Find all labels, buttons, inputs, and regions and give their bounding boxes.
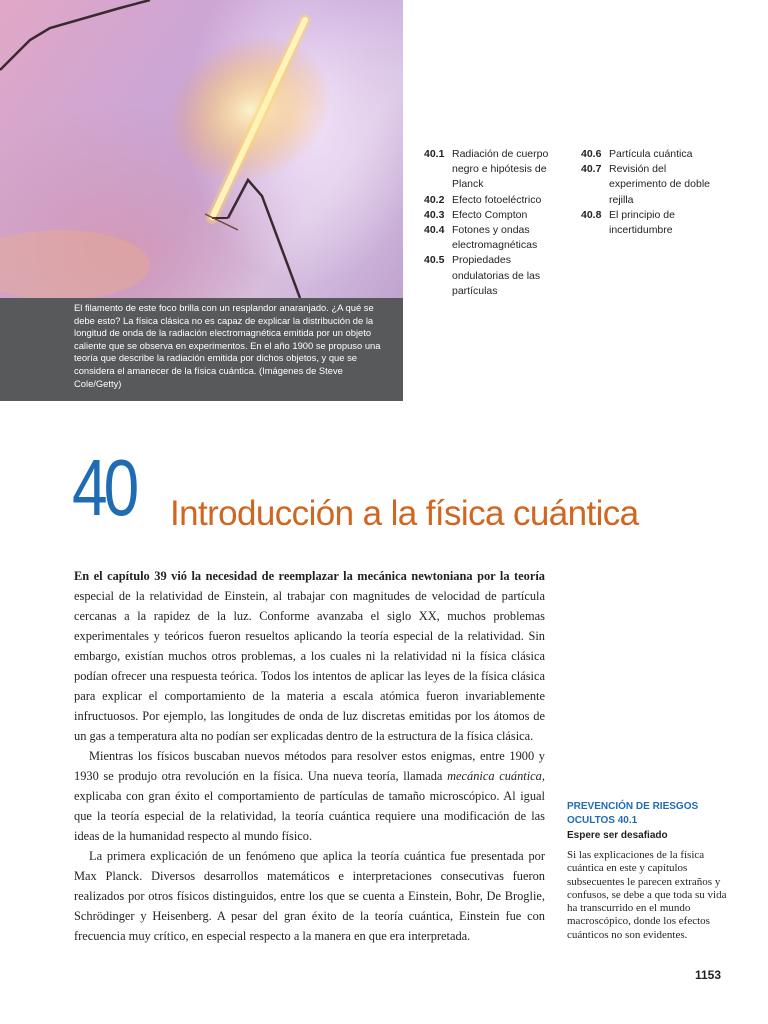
toc-title: Radiación de cuerpo negro e hipótesis de Planck <box>452 148 549 191</box>
toc-number: 40.1 <box>424 148 445 160</box>
intro-paragraph-2-text-b: , explicaba con gran éxito el comportamiento de partículas de tamaño microscópico. Al igual que la teoría especial de la relatividad, la teoría cuántica requiere una modificación de las ideas de la humanidad respecto al mundo físico. <box>74 769 545 843</box>
toc-item-40-3 <box>424 208 558 223</box>
toc-number: 40.6 <box>581 148 602 160</box>
toc-title: Propiedades ondulatorias de las partículas <box>452 254 541 297</box>
toc-item-40-6 <box>581 147 726 162</box>
toc-number: 40.3 <box>424 208 445 221</box>
toc-number: 40.4 <box>424 224 445 237</box>
toc-item-40-4 <box>424 223 558 253</box>
intro-paragraph-1 <box>74 566 545 746</box>
toc-title: El principio de incertidumbre <box>609 208 675 237</box>
toc-item-40-2 <box>424 193 558 208</box>
toc-title: Fotones y ondas electromagnéticas <box>452 224 538 252</box>
intro-paragraph-2 <box>74 746 545 846</box>
photo-caption-text: El filamento de este foco brilla con un resplandor anaranjado. ¿A qué se debe esto? La física clásica no es capaz de explicar la distribución de la longitud de onda de la radiación electromagnética emitida por un objeto caliente que se observa en experimentos. En el año 1900 se propuso una teoría que describe la radiación emitida por dichos objetos, y que se considera el amanecer de la física cuántica. (Imágenes de Steve Cole/Getty) <box>74 302 381 389</box>
intro-paragraph-2-text-a: Mientras los físicos buscaban nuevos métodos para resolver estos enigmas, entre 1900 y 1930 se produjo otra revolución en la física. Una nueva teoría, llamada <box>74 749 545 783</box>
pitfall-text: Si las explicaciones de la física cuántica en este y capítulos subsecuentes le parecen extraños y confusos, se debe a que toda su vida ha transcurrido en el mundo macroscópico, donde los efectos cuánticos no son evidentes. <box>567 849 727 941</box>
toc-item-40-7 <box>581 162 726 208</box>
intro-paragraph-3: La primera explicación de un fenómeno que aplica la teoría cuántica fue presentada por Max Planck. Diversos desarrollos matemáticos e interpretaciones consecutivas fueron realizados por otros físicos distinguidos, entre los que se cuenta a Einstein, Bohr, De Broglie, Schrödinger y Heisenberg. A pesar del gran éxito de la teoría cuántica, Einstein fue con frecuencia muy crítico, en especial respecto a la manera en que era interpretada. <box>74 849 545 943</box>
chapter-intro-text <box>74 566 545 946</box>
chapter-title: Introducción a la física cuántica <box>170 494 639 533</box>
toc-title: Efecto Compton <box>452 208 528 221</box>
intro-paragraph-1-text: especial de la relatividad de Einstein, al trabajar con magnitudes de velocidad de partícula cercanas a la rapidez de la luz. Conforme avanzaba el siglo XX, muchos problemas experimentales y teóricos fueron resueltos aplicando la teoría especial de la relatividad. Sin embargo, existían muchos otros problemas, a los cuales ni la relatividad ni la física clásica podían ofrecer una respuesta teórica. Todos los intentos de aplicar las leyes de la física clásica para explicar el comportamiento de la materia a escala atómica fueron invariablemente infructuosos. Por ejemplo, las longitudes de onda de luz discretas emitidas por los átomos de un gas a temperatura alta no podían ser explicadas dentro de la estructura de la física clásica. <box>74 589 545 743</box>
toc-title: Partícula cuántica <box>609 148 693 160</box>
toc-title: Revisión del experimento de doble rejilla <box>609 163 710 206</box>
photo-caption <box>0 298 403 401</box>
intro-lead-in: En el capítulo 39 vió la necesidad de reemplazar la mecánica newtoniana por la teoría <box>74 569 545 583</box>
emphasis-quantum-mechanics: mecánica cuántica <box>447 769 542 783</box>
pitfall-prevention-box <box>567 800 727 942</box>
page-number: 1153 <box>695 968 722 982</box>
toc-item-40-1 <box>424 147 558 193</box>
toc-title: Efecto fotoeléctrico <box>452 193 542 206</box>
toc-number: 40.8 <box>581 208 602 221</box>
toc-number: 40.5 <box>424 254 445 267</box>
pitfall-subheading: Espere ser desafiado <box>567 830 668 841</box>
chapter-contents-left <box>424 147 558 299</box>
chapter-contents-right <box>581 147 726 238</box>
toc-number: 40.7 <box>581 163 602 176</box>
chapter-photo-lightbulb-filament <box>0 0 403 298</box>
toc-item-40-5 <box>424 253 558 299</box>
filament-illustration <box>0 0 403 298</box>
toc-number: 40.2 <box>424 193 445 206</box>
pitfall-heading: PREVENCIÓN DE RIESGOS OCULTOS 40.1 <box>567 801 699 826</box>
toc-item-40-8 <box>581 208 726 238</box>
chapter-number: 40 <box>72 443 136 532</box>
